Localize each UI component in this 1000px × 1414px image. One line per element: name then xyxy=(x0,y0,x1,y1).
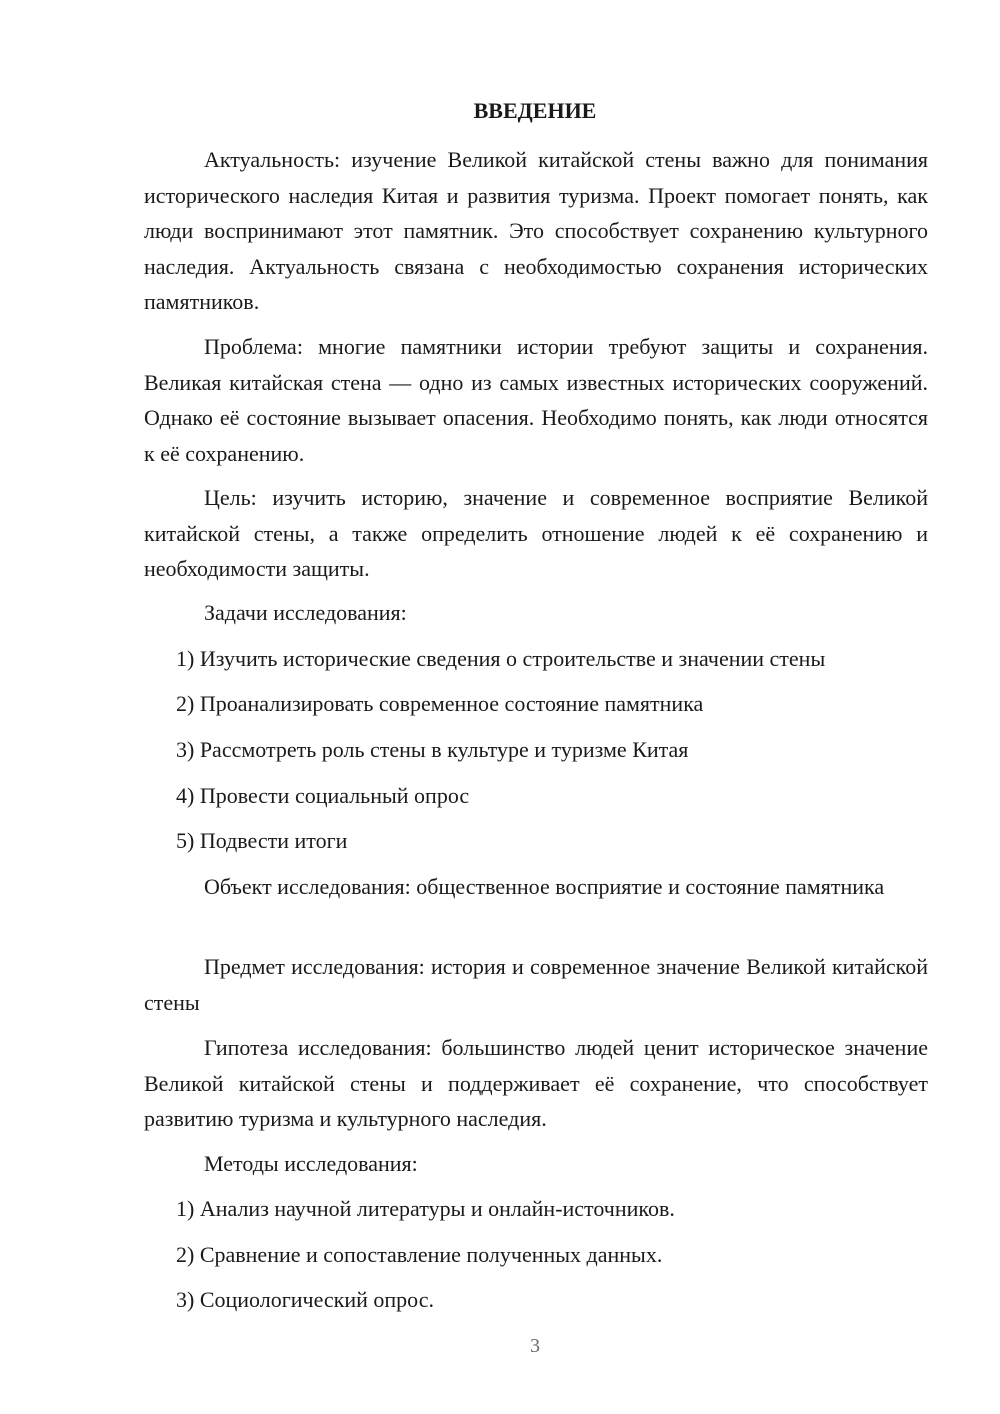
page-number: 3 xyxy=(530,1335,540,1357)
task-item: 2) Проанализировать современное состояние памятника xyxy=(176,691,704,716)
tasks-heading: Задачи исследования: xyxy=(204,600,407,625)
relevance-paragraph: Актуальность: изучение Великой китайской стены важно для понимания исторического наследия Китая и развития туризма. Проект помогает понять, как люди воспринимают этот памятник. Это способствует сохранению культурного наследия. Актуальность связана с необходимостью сохранения исторических памятников. xyxy=(144,147,928,314)
task-item: 3) Рассмотреть роль стены в культуре и туризме Китая xyxy=(176,737,689,762)
object-paragraph: Объект исследования: общественное восприятие и состояние памятника xyxy=(204,874,885,899)
task-item: 4) Провести социальный опрос xyxy=(176,783,470,808)
method-item: 3) Социологический опрос. xyxy=(176,1287,434,1312)
subject-paragraph: Предмет исследования: история и современное значение Великой китайской стены xyxy=(144,954,928,1015)
task-item: 5) Подвести итоги xyxy=(176,828,348,853)
goal-paragraph: Цель: изучить историю, значение и современное восприятие Великой китайской стены, а также определить отношение людей к её сохранению и необходимости защиты. xyxy=(144,485,928,581)
problem-paragraph: Проблема: многие памятники истории требуют защиты и сохранения. Великая китайская стена — одно из самых известных исторических сооружений. Однако её состояние вызывает опасения. Необходимо понять, как люди относятся к её сохранению. xyxy=(144,334,928,466)
page-title: ВВЕДЕНИЕ xyxy=(473,98,597,123)
methods-heading: Методы исследования: xyxy=(204,1151,418,1176)
method-item: 2) Сравнение и сопоставление полученных данных. xyxy=(176,1242,663,1267)
hypothesis-paragraph: Гипотеза исследования: большинство людей ценит историческое значение Великой китайской стены и поддерживает её сохранение, что способствует развитию туризма и культурного наследия. xyxy=(144,1035,928,1131)
task-item: 1) Изучить исторические сведения о строительстве и значении стены xyxy=(176,646,826,671)
method-item: 1) Анализ научной литературы и онлайн-источников. xyxy=(176,1196,675,1221)
